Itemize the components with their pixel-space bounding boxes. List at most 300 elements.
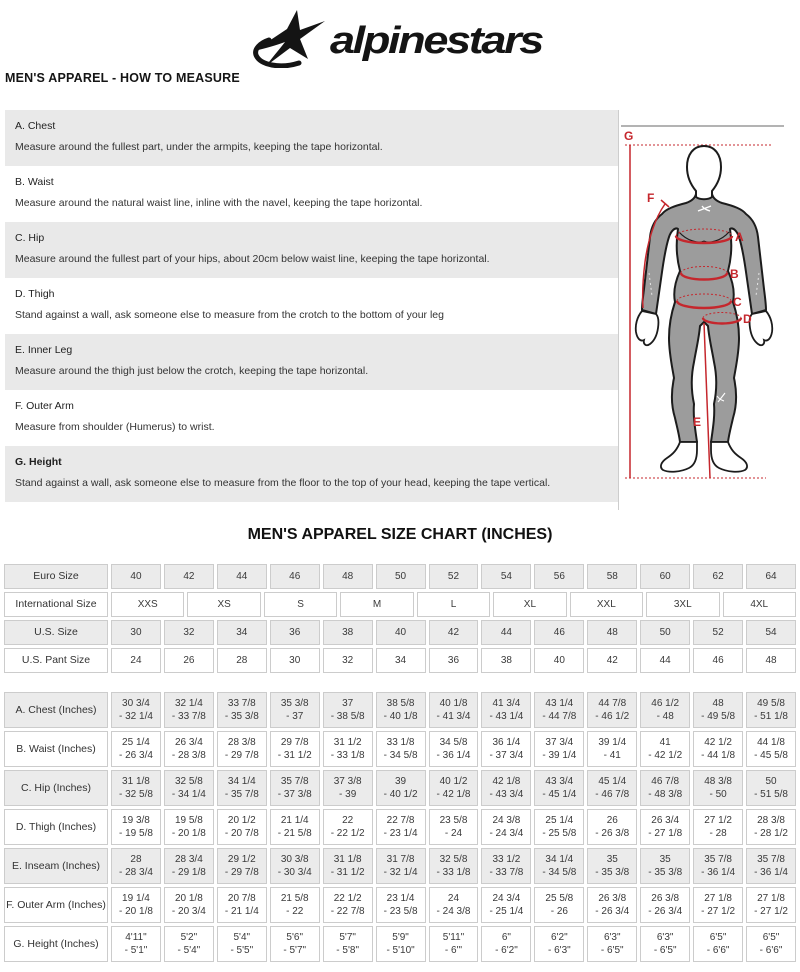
range-from: 48	[712, 698, 724, 709]
range-to: - 27 1/8	[648, 828, 683, 839]
range-to: - 26 3/8	[595, 828, 630, 839]
size-cell: L	[417, 592, 490, 617]
range-cell	[429, 848, 479, 884]
range-to: - 44 7/8	[542, 711, 577, 722]
how-to-measure-heading: MEN'S APPAREL - HOW TO MEASURE	[5, 71, 240, 85]
range-cell	[111, 770, 161, 806]
range-to: - 29 1/8	[171, 867, 206, 878]
range-cell	[217, 770, 267, 806]
range-to: - 23 1/4	[383, 828, 418, 839]
range-from: 35	[606, 854, 618, 865]
range-to: - 32 1/4	[383, 867, 418, 878]
range-cell	[164, 887, 214, 923]
size-cell: 44	[217, 564, 267, 589]
range-cell	[587, 848, 637, 884]
range-cell	[429, 692, 479, 728]
range-from: 19 1/4	[122, 893, 150, 904]
size-cell: 34	[376, 648, 426, 673]
size-cell: 54	[481, 564, 531, 589]
range-to: - 28	[709, 828, 727, 839]
size-cell: 40	[376, 620, 426, 645]
size-cell: 38	[323, 620, 373, 645]
range-from: 5'2"	[180, 932, 198, 943]
range-from: 41 3/4	[492, 698, 521, 709]
size-cell: 50	[376, 564, 426, 589]
range-from: 5'11"	[442, 932, 465, 943]
size-cell: 54	[746, 620, 796, 645]
size-row-u-s-size	[4, 620, 796, 645]
range-cell	[164, 809, 214, 845]
range-from: 34 1/4	[227, 776, 256, 787]
range-from: 26 3/4	[174, 737, 203, 748]
range-from: 27 1/2	[704, 815, 732, 826]
size-cell: XL	[493, 592, 566, 617]
range-from: 31 1/8	[122, 776, 150, 787]
size-chart-table	[4, 564, 796, 965]
range-to: - 22	[286, 906, 304, 917]
range-cell	[376, 731, 426, 767]
range-cell	[164, 770, 214, 806]
range-cell	[217, 848, 267, 884]
range-cell	[693, 731, 743, 767]
range-from: 34 5/8	[439, 737, 468, 748]
alpinestars-logo-graphic	[250, 8, 550, 68]
range-cell	[111, 809, 161, 845]
size-cell: 32	[164, 620, 214, 645]
range-to: - 35 3/8	[648, 867, 683, 878]
range-to: - 31 1/2	[277, 750, 312, 761]
measure-item-e-inner-leg	[5, 334, 618, 390]
range-cell	[587, 731, 637, 767]
range-cell	[376, 887, 426, 923]
range-cell	[746, 926, 796, 962]
range-to: - 41 3/4	[436, 711, 471, 722]
range-cell	[376, 809, 426, 845]
row-label: G. Height (Inches)	[4, 926, 108, 962]
range-cell	[746, 770, 796, 806]
range-cell	[640, 809, 690, 845]
range-cell	[323, 887, 373, 923]
range-cell	[323, 731, 373, 767]
range-from: 30 3/4	[122, 698, 150, 709]
range-cell	[217, 731, 267, 767]
measure-item-label: A. Chest	[15, 120, 56, 132]
range-to: - 25 5/8	[542, 828, 577, 839]
range-from: 22 7/8	[386, 815, 415, 826]
range-to: - 40 1/2	[383, 789, 418, 800]
range-to: - 35 3/8	[595, 867, 630, 878]
range-cell	[640, 770, 690, 806]
range-cell	[640, 887, 690, 923]
alpinestars-logo-text: alpinestars	[330, 20, 544, 62]
range-cell	[323, 770, 373, 806]
range-to: - 44 1/8	[701, 750, 736, 761]
measure-item-label: G. Height	[15, 456, 62, 468]
size-cell: 42	[429, 620, 479, 645]
size-cell: 42	[587, 648, 637, 673]
size-cell: 28	[217, 648, 267, 673]
range-from: 5'6"	[286, 932, 304, 943]
range-cell	[111, 887, 161, 923]
range-from: 27 1/8	[704, 893, 732, 904]
range-to: - 39 1/4	[542, 750, 577, 761]
range-to: - 21 5/8	[277, 828, 312, 839]
range-cell	[376, 926, 426, 962]
measure-item-g-height	[5, 446, 618, 502]
range-from: 29 1/2	[227, 854, 256, 865]
range-cell	[640, 926, 690, 962]
row-label: U.S. Pant Size	[4, 648, 108, 673]
range-to: - 34 5/8	[383, 750, 418, 761]
size-cell: 60	[640, 564, 690, 589]
range-from: 29 7/8	[280, 737, 309, 748]
range-cell	[217, 809, 267, 845]
alpinestars-logo[interactable]	[0, 8, 800, 68]
size-cell: 40	[534, 648, 584, 673]
range-cell	[217, 926, 267, 962]
alpinestars-star-icon	[254, 10, 325, 66]
range-from: 43 3/4	[545, 776, 574, 787]
range-to: - 5'8"	[336, 945, 359, 956]
range-from: 5'9"	[392, 932, 409, 943]
range-cell	[429, 809, 479, 845]
range-to: - 24	[444, 828, 463, 839]
figure-label-e: E	[693, 415, 702, 429]
range-to: - 5'7"	[283, 945, 307, 956]
range-to: - 50	[709, 789, 727, 800]
range-from: 20 7/8	[227, 893, 256, 904]
size-cell: 26	[164, 648, 214, 673]
range-from: 5'7"	[339, 932, 356, 943]
range-cell	[481, 692, 531, 728]
range-cell	[270, 731, 320, 767]
range-from: 23 1/4	[386, 893, 415, 904]
range-to: - 6'5"	[600, 945, 624, 956]
range-to: - 19 5/8	[119, 828, 153, 839]
range-from: 25 1/4	[545, 815, 574, 826]
range-from: 42 1/8	[492, 776, 521, 787]
range-from: 46 1/2	[651, 698, 680, 709]
right-hand	[750, 311, 773, 345]
size-cell: 40	[111, 564, 161, 589]
measure-item-label: F. Outer Arm	[15, 400, 74, 412]
range-cell	[429, 731, 479, 767]
range-cell	[481, 809, 531, 845]
range-from: 44 1/8	[757, 737, 785, 748]
range-from: 4'11"	[125, 932, 147, 943]
range-to: - 25 1/4	[489, 906, 524, 917]
range-cell	[640, 692, 690, 728]
size-cell: 3XL	[646, 592, 719, 617]
size-cell: 34	[217, 620, 267, 645]
range-cell	[111, 848, 161, 884]
range-to: - 20 3/4	[171, 906, 206, 917]
range-from: 37 3/4	[545, 737, 574, 748]
range-to: - 24 3/8	[436, 906, 471, 917]
range-from: 24 3/4	[492, 893, 521, 904]
range-from: 48 3/8	[704, 776, 732, 787]
size-chart-title: MEN'S APPAREL SIZE CHART (INCHES)	[247, 526, 553, 543]
range-cell	[534, 809, 584, 845]
figure-label-g: G	[624, 129, 634, 143]
range-to: - 38 5/8	[330, 711, 365, 722]
range-to: - 48 3/8	[648, 789, 683, 800]
range-cell	[111, 926, 161, 962]
range-cell	[587, 770, 637, 806]
range-cell	[534, 692, 584, 728]
range-to: - 29 7/8	[224, 867, 259, 878]
range-from: 6'2"	[551, 932, 568, 943]
range-to: - 26	[550, 906, 568, 917]
range-to: - 49 5/8	[701, 711, 736, 722]
range-to: - 39	[339, 789, 357, 800]
range-from: 23 5/8	[439, 815, 468, 826]
range-to: - 36 1/4	[436, 750, 471, 761]
range-from: 39 1/4	[598, 737, 627, 748]
how-to-measure-list	[5, 110, 618, 502]
range-from: 28	[130, 854, 142, 865]
row-label: Euro Size	[4, 564, 108, 589]
range-from: 35 7/8	[704, 854, 732, 865]
range-to: - 37 3/4	[489, 750, 524, 761]
size-cell: 52	[693, 620, 743, 645]
range-from: 39	[395, 776, 407, 787]
range-cell	[481, 926, 531, 962]
range-to: - 5'5"	[230, 945, 254, 956]
range-to: - 32 1/4	[119, 711, 153, 722]
size-cell: 30	[111, 620, 161, 645]
range-to: - 33 1/8	[436, 867, 471, 878]
range-cell	[111, 692, 161, 728]
range-from: 25 5/8	[545, 893, 574, 904]
range-cell	[323, 692, 373, 728]
range-from: 35	[659, 854, 671, 865]
range-to: - 6'6"	[759, 945, 783, 956]
range-to: - 48	[656, 711, 674, 722]
range-to: - 35 7/8	[224, 789, 259, 800]
range-to: - 34 1/4	[171, 789, 206, 800]
size-row-a-chest-inches	[4, 692, 796, 728]
range-cell	[693, 848, 743, 884]
range-cell	[481, 770, 531, 806]
size-cell: 30	[270, 648, 320, 673]
range-to: - 26 3/4	[595, 906, 630, 917]
range-to: - 6'2"	[495, 945, 518, 956]
right-foot	[711, 442, 747, 472]
range-cell	[111, 731, 161, 767]
range-from: 26	[606, 815, 618, 826]
range-to: - 6'5"	[653, 945, 677, 956]
range-to: - 46 1/2	[595, 711, 630, 722]
size-cell: XXS	[111, 592, 184, 617]
measure-item-a-chest	[5, 110, 618, 166]
range-from: 32 1/4	[174, 698, 203, 709]
size-cell: 42	[164, 564, 214, 589]
size-row-u-s-pant-size	[4, 648, 796, 673]
range-to: - 20 7/8	[224, 828, 259, 839]
row-label: International Size	[4, 592, 108, 617]
measurement-figure-svg	[619, 110, 800, 510]
range-to: - 46 7/8	[595, 789, 630, 800]
size-row-b-waist-inches	[4, 731, 796, 767]
size-cell: 52	[429, 564, 479, 589]
measure-item-description: Stand against a wall, ask someone else to measure from the floor to the top of your head, keeping the tape vertical.	[15, 477, 551, 489]
range-from: 22	[342, 815, 354, 826]
range-to: - 36 1/4	[701, 867, 736, 878]
range-from: 30 3/8	[280, 854, 309, 865]
range-to: - 35 3/8	[224, 711, 259, 722]
range-from: 44 7/8	[598, 698, 627, 709]
range-to: - 43 3/4	[489, 789, 524, 800]
range-from: 31 7/8	[386, 854, 415, 865]
figure-label-c: C	[733, 295, 742, 309]
range-to: - 45 5/8	[754, 750, 788, 761]
row-label: U.S. Size	[4, 620, 108, 645]
range-from: 5'4"	[233, 932, 251, 943]
range-cell	[534, 848, 584, 884]
range-to: - 26 3/4	[119, 750, 153, 761]
range-cell	[217, 692, 267, 728]
range-to: - 51 5/8	[754, 789, 788, 800]
size-row-d-thigh-inches	[4, 809, 796, 845]
range-cell	[587, 809, 637, 845]
range-cell	[429, 887, 479, 923]
range-from: 37 3/8	[333, 776, 362, 787]
range-cell	[534, 731, 584, 767]
range-from: 46 7/8	[651, 776, 680, 787]
range-cell	[640, 848, 690, 884]
row-label: F. Outer Arm (Inches)	[4, 887, 108, 923]
range-to: - 27 1/2	[701, 906, 736, 917]
range-from: 36 1/4	[492, 737, 521, 748]
range-from: 6'5"	[762, 932, 780, 943]
range-to: - 23 5/8	[383, 906, 418, 917]
range-cell	[746, 692, 796, 728]
size-cell: 64	[746, 564, 796, 589]
size-cell: XXL	[570, 592, 643, 617]
range-cell	[429, 770, 479, 806]
measure-item-b-waist	[5, 166, 618, 222]
range-to: - 5'10"	[386, 945, 415, 956]
size-cell: 48	[587, 620, 637, 645]
range-from: 19 3/8	[122, 815, 150, 826]
range-from: 21 1/4	[280, 815, 309, 826]
range-from: 6'3"	[656, 932, 674, 943]
range-from: 42 1/2	[704, 737, 732, 748]
range-from: 37	[342, 698, 354, 709]
size-cell: 50	[640, 620, 690, 645]
range-from: 50	[765, 776, 777, 787]
range-from: 28 3/8	[227, 737, 256, 748]
range-to: - 6'6"	[706, 945, 730, 956]
range-from: 28 3/4	[174, 854, 203, 865]
range-cell	[587, 926, 637, 962]
range-cell	[376, 770, 426, 806]
row-label: E. Inseam (Inches)	[4, 848, 108, 884]
range-to: - 40 1/8	[383, 711, 418, 722]
range-from: 24	[447, 893, 460, 904]
range-cell	[587, 692, 637, 728]
range-to: - 29 7/8	[224, 750, 259, 761]
row-label: A. Chest (Inches)	[4, 692, 108, 728]
range-to: - 37 3/8	[277, 789, 312, 800]
range-from: 6'3"	[603, 932, 621, 943]
inseam-measure-line	[704, 323, 710, 478]
size-cell: 46	[270, 564, 320, 589]
range-to: - 5'1"	[124, 945, 148, 956]
range-to: - 26 3/4	[648, 906, 683, 917]
size-row-e-inseam-inches	[4, 848, 796, 884]
measure-item-description: Measure around the fullest part, under the armpits, keeping the tape horizontal.	[15, 141, 383, 153]
range-cell	[640, 731, 690, 767]
range-to: - 34 5/8	[542, 867, 577, 878]
measure-item-label: D. Thigh	[15, 288, 55, 300]
range-cell	[534, 926, 584, 962]
range-to: - 5'4"	[177, 945, 201, 956]
range-to: - 28 3/4	[119, 867, 153, 878]
range-cell	[376, 692, 426, 728]
range-cell	[270, 926, 320, 962]
row-label: D. Thigh (Inches)	[4, 809, 108, 845]
range-to: - 45 1/4	[542, 789, 577, 800]
size-cell: 32	[323, 648, 373, 673]
range-from: 33 1/8	[386, 737, 415, 748]
range-from: 6"	[501, 932, 511, 943]
range-cell	[746, 848, 796, 884]
range-from: 41	[659, 737, 671, 748]
range-cell	[693, 809, 743, 845]
range-from: 38 5/8	[386, 698, 415, 709]
range-to: - 22 1/2	[330, 828, 365, 839]
range-from: 33 1/2	[492, 854, 521, 865]
range-cell	[164, 731, 214, 767]
range-to: - 42 1/8	[436, 789, 471, 800]
range-to: - 32 5/8	[119, 789, 153, 800]
range-from: 35 7/8	[280, 776, 309, 787]
size-row-g-height-inches	[4, 926, 796, 962]
size-cell: 36	[429, 648, 479, 673]
range-to: - 21 1/4	[224, 906, 259, 917]
range-from: 35 3/8	[280, 698, 309, 709]
range-cell	[164, 848, 214, 884]
range-from: 26 3/4	[651, 815, 680, 826]
range-from: 26 3/8	[598, 893, 627, 904]
range-from: 40 1/2	[439, 776, 468, 787]
measure-item-description: Measure around the thigh just below the crotch, keeping the tape horizontal.	[15, 365, 369, 377]
range-to: - 6'3"	[547, 945, 571, 956]
range-cell	[270, 809, 320, 845]
range-cell	[270, 692, 320, 728]
range-to: - 37	[286, 711, 304, 722]
range-to: - 22 7/8	[330, 906, 365, 917]
range-cell	[693, 887, 743, 923]
range-to: - 33 1/8	[330, 750, 365, 761]
size-cell: 56	[534, 564, 584, 589]
range-from: 34 1/4	[545, 854, 574, 865]
range-from: 40 1/8	[439, 698, 468, 709]
measure-item-description: Stand against a wall, ask someone else to measure from the crotch to the bottom of your leg	[15, 309, 444, 321]
range-to: - 41	[603, 750, 621, 761]
range-from: 28 3/8	[757, 815, 785, 826]
range-to: - 36 1/4	[754, 867, 788, 878]
range-to: - 28 1/2	[754, 828, 788, 839]
size-cell: 46	[534, 620, 584, 645]
range-to: - 51 1/8	[754, 711, 788, 722]
range-cell	[587, 887, 637, 923]
range-from: 27 1/8	[757, 893, 785, 904]
size-cell: 48	[323, 564, 373, 589]
size-cell: 48	[746, 648, 796, 673]
